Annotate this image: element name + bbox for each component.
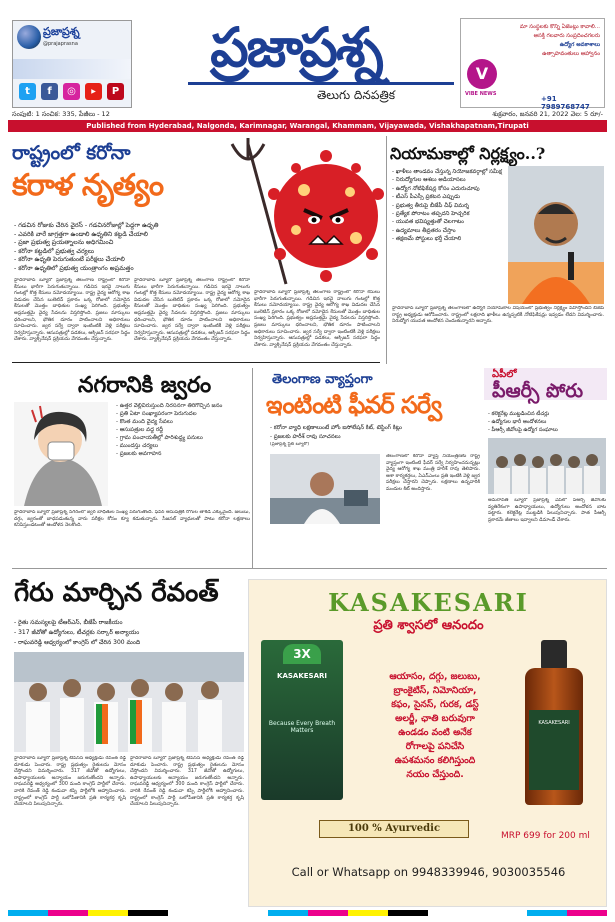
ad-line: ఉత్సాహవంతులు ఆహ్వానం — [542, 51, 600, 57]
dateline — [8, 110, 607, 120]
top-right-ad[interactable] — [460, 18, 605, 111]
story1-bullets — [14, 222, 240, 274]
bullet-item: - ఉత్తర వెల్లివిరుస్తుంది నిరసనగా తిరిగొచ్చిన జనం — [116, 402, 248, 410]
price-label: MRP 699 for 200 ml — [501, 831, 590, 841]
minister-photo — [270, 454, 380, 524]
bullet-item: - టీఎస్ పీఎస్సీ ప్రకటన ఎప్పుడు — [392, 193, 504, 201]
globe-icon — [17, 25, 41, 49]
story5-headline[interactable]: పీఆర్సీ పోరు — [492, 380, 584, 402]
ad-brand: KASAKESARI — [328, 588, 529, 617]
story3-headline[interactable]: నగరానికి జ్వరం — [78, 372, 212, 398]
bullet-item: - పీఆర్సీ జీవోలపై ఉద్యోగ సంఘాలు — [488, 426, 606, 434]
story1-body-col1: హైదరాబాద్ బ్యూరో ప్రజాప్రశ్న తెలంగాణ రాష్ట్రంలో కరోనా కేసులు భారీగా పెరుగుతున్నాయి. గడిచిన ఇరవై నాలుగు గంటల్లో కొత్త కేసులు నమోదయ్యాయి. రాష్ట్ర వైద్య ఆరోగ్య శాఖ విడుదల చేసిన బులెటిన్ ప్రకారం ఒక్క రోజులో నమోదైన కేసులతో మొత్తం బాధితుల సంఖ్య పెరిగింది. ప్రభుత్వం అప్రమత్తమై వైద్య సేవలను విస్తరిస్తోంది. ప్రజలు మాస్కులు ధరించాలని, భౌతిక దూరం పాటించాలని అధికారులు సూచించారు. జ్వర సర్వే ద్వారా ఇంటింటికీ వెళ్లి పరీక్షలు నిర్వహిస్తున్నారు. ఆసుపత్రుల్లో పడకలు, ఆక్సిజన్ సరఫరా సిద్ధం చేశారు. వ్యాక్సినేషన్ ప్రక్రియను వేగవంతం చేస్తున్నారు. — [14, 278, 130, 343]
bullet-item: - తక్షణమే పోస్టులు భర్తీ చేయాలి — [392, 235, 504, 243]
story2-bullets — [392, 168, 504, 244]
bullet-item: - ఉద్యోగ నోటిఫికేషన్ల కోసం ఎదురుచూపు — [392, 185, 504, 193]
ad-benefit-line: ఆయాసం, దగ్గు, జలుబు, — [389, 671, 481, 682]
instagram-icon[interactable]: ◎ — [63, 83, 80, 100]
bullet-item: - ప్రభుత్వ తీరుపై బీజేపీ చీఫ్ విమర్శ — [392, 202, 504, 210]
ad-phone[interactable]: +91 7989768747 — [541, 95, 590, 111]
print-color-strip — [8, 910, 607, 916]
divider — [12, 568, 607, 569]
column-divider — [252, 368, 253, 568]
story4-bullets — [270, 424, 480, 441]
story6-bullets — [14, 618, 244, 648]
story4-kicker[interactable]: తెలంగాణ వ్యాప్తంగా — [272, 372, 373, 387]
bullet-item: - ముందస్తు చర్యలు — [116, 442, 248, 450]
bullet-item: - యువత భవిష్యత్తుతో చెలగాటం — [392, 218, 504, 226]
politician-photo — [508, 166, 604, 304]
story2-body: హైదరాబాద్ బ్యూరో ప్రజాప్రశ్న తెలంగాణలో ఉద్యోగ నియామకాల విషయంలో ప్రభుత్వం నిర్లక్ష్యం వహిస్తోందని బీజేపీ రాష్ట్ర అధ్యక్షుడు ఆరోపించారు. రాష్ట్రంలో లక్షలాది ఖాళీలు ఉన్నప్పటికీ నోటిఫికేషన్లు ఇవ్వడం లేదని విమర్శించారు. నిరుద్యోగ యువత ఆందోళన చెందుతున్నారని అన్నారు. — [392, 306, 604, 325]
story3-bullets — [116, 402, 248, 458]
product-box-tagline: Because Every Breath Matters — [268, 720, 336, 734]
ad-benefit-line: నయం చేస్తుంది. — [406, 769, 464, 780]
story1-headline[interactable]: కరాళ నృత్యం — [12, 168, 164, 203]
vibe-news-label: VIBE NEWS — [465, 91, 497, 97]
date-price: శుక్రవారం, జనవరి 21, 2022 వెల: 5 రూ/- — [492, 110, 603, 118]
twitter-icon[interactable]: t — [19, 83, 36, 100]
bullet-item: - గడచిన రోజుకు చేరిన వైరస్ - గడచినరోజుల్లో పెద్దగా ఉధృతి — [14, 222, 240, 231]
kasakesari-advertisement[interactable] — [248, 579, 607, 907]
mini-logo-handle: @prajaprasna — [43, 41, 78, 47]
bullet-item: - కొంత మంది వైద్య సేవలు — [116, 418, 248, 426]
vibe-news-logo: V — [467, 59, 497, 89]
bullet-item: - రైతు సమస్యలపై టీఆర్ఎస్, బీజేపీ రాజకీయం — [14, 618, 244, 628]
title-underline — [188, 82, 454, 85]
bullet-item: - ప్రజలకు అవగాహన — [116, 450, 248, 458]
bullet-item: - ప్రజా ప్రభుత్వ ప్రయత్నాలను అధిగమించి — [14, 239, 240, 248]
ad-line: మా సంస్థలకు కొన్ని ఏజెంట్లు కావాలి... — [519, 24, 600, 30]
story4-byline: (ప్రజాప్రశ్న స్టేట్ బ్యూరో) — [270, 442, 310, 447]
newspaper-page — [8, 6, 607, 916]
story1-body-col2: హైదరాబాద్ బ్యూరో ప్రజాప్రశ్న తెలంగాణ రాష్ట్రంలో కరోనా కేసులు భారీగా పెరుగుతున్నాయి. గడిచిన ఇరవై నాలుగు గంటల్లో కొత్త కేసులు నమోదయ్యాయి. రాష్ట్ర వైద్య ఆరోగ్య శాఖ విడుదల చేసిన బులెటిన్ ప్రకారం ఒక్క రోజులో నమోదైన కేసులతో మొత్తం బాధితుల సంఖ్య పెరిగింది. ప్రభుత్వం అప్రమత్తమై వైద్య సేవలను విస్తరిస్తోంది. ప్రజలు మాస్కులు ధరించాలని, భౌతిక దూరం పాటించాలని అధికారులు సూచించారు. జ్వర సర్వే ద్వారా ఇంటింటికీ వెళ్లి పరీక్షలు నిర్వహిస్తున్నారు. ఆసుపత్రుల్లో పడకలు, ఆక్సిజన్ సరఫరా సిద్ధం చేశారు. వ్యాక్సినేషన్ ప్రక్రియను వేగవంతం చేస్తున్నారు. — [134, 278, 250, 343]
product-box-name: KASAKESARI — [277, 672, 327, 680]
ayurvedic-badge: 100 % Ayurvedic — [319, 820, 469, 838]
bullet-item: - ఖాళీలు తాండవం చేస్తున్న నియోజకవర్గాల్లో సమీక్ష — [392, 168, 504, 176]
bullet-item: - ఎవరికి వారే జాగ్రత్తగా ఉండాలి ఉధృతిని కట్టడి చేయాలి — [14, 231, 240, 240]
story1-body-col3: హైదరాబాద్ బ్యూరో ప్రజాప్రశ్న తెలంగాణ రాష్ట్రంలో కరోనా కేసులు భారీగా పెరుగుతున్నాయి. గడిచిన ఇరవై నాలుగు గంటల్లో కొత్త కేసులు నమోదయ్యాయి. రాష్ట్ర వైద్య ఆరోగ్య శాఖ విడుదల చేసిన బులెటిన్ ప్రకారం ఒక్క రోజులో నమోదైన కేసులతో మొత్తం బాధితుల సంఖ్య పెరిగింది. ప్రభుత్వం అప్రమత్తమై వైద్య సేవలను విస్తరిస్తోంది. ప్రజలు మాస్కులు ధరించాలని, భౌతిక దూరం పాటించాలని అధికారులు సూచించారు. జ్వర సర్వే ద్వారా ఇంటింటికీ వెళ్లి పరీక్షలు నిర్వహిస్తున్నారు. ఆసుపత్రుల్లో పడకలు, ఆక్సిజన్ సరఫరా సిద్ధం చేశారు. వ్యాక్సినేషన్ ప్రక్రియను వేగవంతం చేస్తున్నారు. — [254, 290, 380, 348]
bullet-item: - ఆసుపత్రుల వద్ద రద్దీ — [116, 426, 248, 434]
sick-woman-illustration — [14, 402, 108, 506]
bullet-item: - కరోనా కట్టడిలో ప్రభుత్వ చర్యలు — [14, 248, 240, 257]
ad-benefit-line: అలర్జీ, ఛాతి బరువుగా — [395, 713, 475, 724]
congress-event-photo — [14, 652, 244, 752]
bullet-item: - ప్రత్యేక పోరాటం తప్పదని హెచ్చరిక — [392, 210, 504, 218]
story6-body-col2: హైదరాబాద్ బ్యూరో ప్రజాప్రశ్న టీపీసీసీ అధ్యక్షుడు రేవంత్ రెడ్డి దూకుడు పెంచారు. రాష్ట్ర ప్రభుత్వం రైతులను మోసం చేస్తోందని విమర్శించారు. 317 జీవోతో ఉద్యోగులు, ఉపాధ్యాయులకు అన్యాయం జరుగుతోందని అన్నారు. రాఘవరెడ్డి ఆధ్వర్యంలో 300 మంది కాంగ్రెస్ పార్టీలో చేరారు. వారికి రేవంత్ రెడ్డి కండువా కప్పి పార్టీలోకి ఆహ్వానించారు. రాష్ట్రంలో కాంగ్రెస్ పార్టీ బలోపేతానికి ప్రతి కార్యకర్త కృషి చేయాలని పిలుపునిచ్చారు. — [130, 756, 244, 808]
issue-info: సంపుటి: 1 సంచిక: 335, పేజీలు - 12 — [12, 110, 110, 118]
mini-logo-name: ప్రజాప్రశ్న — [43, 25, 80, 38]
divider — [12, 362, 380, 363]
story6-headline[interactable]: గేరు మార్చిన రేవంత్ — [14, 578, 219, 608]
ad-line: ఆసక్తి గలవారు సంప్రదించగలరు — [533, 33, 600, 39]
ad-benefit-line: కఫం, సైనస్, గురక, డస్ట్ — [391, 699, 479, 710]
mini-logo-box — [12, 20, 132, 108]
bullet-item: - రాఘవరెడ్డి ఆధ్వర్యంలో కాంగ్రెస్ లో చేరిన 300 మంది — [14, 638, 244, 648]
ad-benefit-line: బ్రాంకైటిస్, నిమోనియా, — [393, 685, 477, 696]
product-bottle — [519, 640, 589, 805]
bullet-item: - కరోనా ఉధృతిలో ప్రభుత్వ యంత్రాంగం అప్రమత్తం — [14, 265, 240, 274]
bullet-item: - నిరుద్యోగుల ఆశలు అడియాసలు — [392, 176, 504, 184]
contact-numbers[interactable]: Call or Whatsapp on 9948339946, 9030035546 — [291, 865, 566, 879]
ad-line: ఉద్యోగ అవకాశాలు — [559, 42, 600, 48]
bullet-item: - ప్రజలకు హరీశ్ రావు సూచనలు — [270, 433, 480, 442]
published-from-bar: Published from Hyderabad, Nalgonda, Karimnagar, Warangal, Khammam, Vijayawada, Vishakhapatnam,Tirupati — [8, 120, 607, 132]
story1-kicker[interactable]: రాష్ట్రంలో కరోనా — [12, 142, 131, 164]
bullet-item: - 317 జీవోతో ఉద్యోగులు, టీచర్లకు సర్కార్ అన్యాయం — [14, 628, 244, 638]
bottle-label: KASAKESARI — [529, 710, 579, 790]
bullet-item: - గ్రామ పంచాయతీల్లో పారిశుద్ధ్య పనులు — [116, 434, 248, 442]
bullet-item: - ఉద్యోగుల భారీ ఆందోళనలు — [488, 418, 606, 426]
ad-benefits — [365, 670, 505, 782]
bullet-item: - కరోనా వ్యాధి లక్షణాలుంటే హోం ఐసోలేషన్ కిట్, టెస్టింగ్ కిట్లు — [270, 424, 480, 433]
newspaper-title: ప్రజాప్రశ్న — [210, 15, 382, 79]
ad-benefit-line: రోగాలపై పనిచేసి — [405, 741, 465, 752]
bullet-item: - ప్రతి ఏటా సంఖ్యాపరంగా పెరుగుదల — [116, 410, 248, 418]
ad-benefit-line: ఉపశమనం కలిగిస్తుంది — [394, 755, 476, 766]
product-3x-badge: 3X — [283, 644, 321, 664]
story3-body: హైదరాబాద్ బ్యూరో ప్రజాప్రశ్న నగరంలో జ్వర బాధితుల సంఖ్య పెరుగుతోంది. ఫీవర్ ఆసుపత్రికి రోగుల తాకిడి ఎక్కువైంది. జలుబు, దగ్గు, జ్వరంతో బాధపడుతున్న వారు పరీక్షల కోసం క్యూ కడుతున్నారు. సీజనల్ వ్యాధులతో పాటు కరోనా లక్షణాలు కనిపిస్తుండటంతో ఆందోళన నెలకొంది. — [14, 510, 250, 529]
ad-benefit-line: ఉండడం వంటి అనేక — [398, 727, 472, 738]
story5-kicker[interactable]: ఏపీలో — [492, 369, 517, 380]
story5-body: అమరావతి బ్యూరో ప్రజాప్రశ్న ఏపీలో పీఆర్సీ జీవోలకు వ్యతిరేకంగా ఉపాధ్యాయులు, ఉద్యోగులు ఆందోళన బాట పట్టారు. కలెక్టరేట్ల ముట్టడికి పిలుపునిచ్చారు. పాత పీఆర్సీ ప్రకారమే జీతాలు ఇవ్వాలని డిమాండ్ చేశారు. — [488, 498, 606, 523]
column-divider — [386, 136, 387, 364]
pinterest-icon[interactable]: P — [107, 83, 124, 100]
ad-tagline: ప్రతి శ్వాసలో ఆనందం — [373, 618, 484, 633]
product-box — [261, 640, 343, 800]
story4-headline[interactable]: ఇంటింటి ఫీవర్ సర్వే — [266, 390, 442, 419]
bullet-item: - ఉద్యమాలు తీవ్రతరం చేస్తాం — [392, 227, 504, 235]
facebook-icon[interactable]: f — [41, 83, 58, 100]
youtube-icon[interactable]: ▶ — [85, 83, 102, 100]
story4-body: తెలంగాణలో కరోనా వ్యాప్తి నియంత్రణకు రాష్ట్ర వ్యాప్తంగా ఇంటింటి ఫీవర్ సర్వే నిర్వహించనున్నట్లు వైద్య ఆరోగ్య శాఖ మంత్రి హరీశ్ రావు తెలిపారు. ఆశా కార్యకర్తలు, ఏఎన్ఎంలు ప్రతి ఇంటికి వెళ్లి జ్వర పరీక్షలు చేస్తారని చెప్పారు. లక్షణాలు ఉన్నవారికి మందుల కిట్ అందిస్తారు. — [386, 454, 480, 492]
masthead — [8, 6, 607, 130]
bullet-item: - కరోనా ఉధృతి పెరుగుతుంటే పరీక్షలు చేయాలి — [14, 256, 240, 265]
story6-body-col1: హైదరాబాద్ బ్యూరో ప్రజాప్రశ్న టీపీసీసీ అధ్యక్షుడు రేవంత్ రెడ్డి దూకుడు పెంచారు. రాష్ట్ర ప్రభుత్వం రైతులను మోసం చేస్తోందని విమర్శించారు. 317 జీవోతో ఉద్యోగులు, ఉపాధ్యాయులకు అన్యాయం జరుగుతోందని అన్నారు. రాఘవరెడ్డి ఆధ్వర్యంలో 300 మంది కాంగ్రెస్ పార్టీలో చేరారు. వారికి రేవంత్ రెడ్డి కండువా కప్పి పార్టీలోకి ఆహ్వానించారు. రాష్ట్రంలో కాంగ్రెస్ పార్టీ బలోపేతానికి ప్రతి కార్యకర్త కృషి చేయాలని పిలుపునిచ్చారు. — [14, 756, 126, 808]
newspaper-subtitle: తెలుగు దినపత్రిక — [316, 88, 396, 102]
story2-headline[interactable]: నియామకాల్లో నిర్లక్ష్యం..? — [390, 144, 546, 163]
bullet-item: - కలెక్టరేట్ల ముట్టడించిన టీచర్లు — [488, 410, 606, 418]
mini-logo-banner — [13, 59, 131, 79]
protest-photo — [488, 438, 606, 494]
story5-bullets — [488, 410, 606, 434]
coronavirus-illustration — [226, 134, 384, 286]
